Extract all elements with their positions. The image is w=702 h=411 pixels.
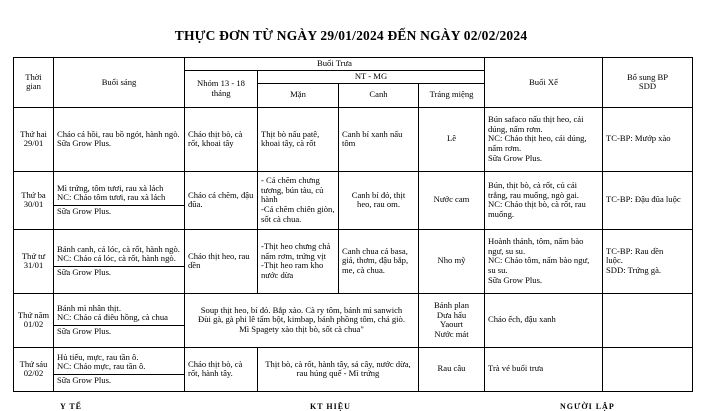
supplement-cell (603, 293, 693, 347)
header-nt-mg: NT - MG (258, 70, 485, 83)
main-dish-cell: -Thịt heo chưng chả nấm rơm, trứng vịt -Thịt heo ram kho nước dừa (258, 229, 339, 293)
supplement-cell (603, 347, 693, 391)
header-thoi-gian: Thời gian (14, 58, 54, 108)
toddler-lunch-cell: Cháo thịt bò, cà rốt, hành tây. (185, 347, 258, 391)
dessert-cell: Nước cam (419, 171, 485, 229)
menu-title: THỰC ĐƠN TỪ NGÀY 29/01/2024 ĐẾN NGÀY 02/02/2024 (174, 28, 528, 43)
main-soup-cell: Thịt bò, cà rốt, hành tây, sả cây, nước dừa, rau húng quế - Mì trứng (258, 347, 419, 391)
header-man: Mặn (258, 83, 339, 107)
footer-label-nguoi-lap: NGƯỜI LẬP (560, 402, 615, 411)
table-row (14, 229, 693, 293)
dessert-cell: Nho mỹ (419, 229, 485, 293)
header-trang-mieng: Tráng miệng (419, 83, 485, 107)
soup-cell: Canh bí đỏ, thịt heo, rau om. (339, 171, 419, 229)
day-cell: Thứ ba 30/01 (14, 171, 54, 229)
dessert-cell: Rau câu (419, 347, 485, 391)
main-dish-cell: - Cá chẽm chưng tương, bún tàu, củ hành -Cá chẽm chiên giòn, sốt cà chua. (258, 171, 339, 229)
footer-label-yte: Y TẾ (60, 402, 83, 411)
table-row (14, 347, 693, 391)
supplement-cell: TC-BP: Đậu đũa luộc (603, 171, 693, 229)
header-canh: Canh (339, 83, 419, 107)
day-cell: Thứ hai 29/01 (14, 107, 54, 171)
dessert-cell: Bánh plan Dưa hấu Yaourt Nước mát (419, 293, 485, 347)
soup-cell: Canh bí xanh nấu tôm (339, 107, 419, 171)
afternoon-cell: Bún, thịt bò, cà rốt, củ cải trắng, rau muống, ngò gai. NC: Cháo thịt bò, cà rốt, rau muống. (485, 171, 603, 229)
afternoon-cell: Hoành thánh, tôm, nấm bào ngư, su su. NC: Cháo tôm, nấm bào ngư, su su. Sữa Grow Plus. (485, 229, 603, 293)
soup-cell: Canh chua cá basa, giá, thơm, đậu bắp, me, cà chua. (339, 229, 419, 293)
menu-table (13, 57, 693, 392)
supplement-cell: TC-BP: Mướp xào (603, 107, 693, 171)
day-cell: Thứ năm 01/02 (14, 293, 54, 347)
table-row (14, 293, 693, 347)
footer-label-kt-hieu: KT HIỆU (310, 402, 351, 411)
header-nhom: Nhóm 13 - 18 tháng (185, 70, 258, 107)
toddler-lunch-cell: Cháo thịt heo, rau dền (185, 229, 258, 293)
table-row (14, 171, 693, 229)
breakfast-cell: Hủ tiếu, mực, rau tần ô. NC: Cháo mực, rau tần ô. Sữa Grow Plus. (54, 347, 185, 391)
breakfast-cell: Cháo cá hồi, rau bồ ngót, hành ngò. Sữa Grow Plus. (54, 107, 185, 171)
table-row (14, 107, 693, 171)
breakfast-cell: Bánh mì nhân thịt. NC: Cháo cá điêu hồng, cà chua Sữa Grow Plus. (54, 293, 185, 347)
toddler-lunch-cell: Cháo cá chẽm, đậu đũa. (185, 171, 258, 229)
day-cell: Thứ sáu 02/02 (14, 347, 54, 391)
afternoon-cell: Cháo ếch, đậu xanh (485, 293, 603, 347)
header-buoi-xe: Buổi Xế (485, 58, 603, 108)
header-bo-sung: Bổ sung BP SDD (603, 58, 693, 108)
supplement-cell: TC-BP: Rau dền luộc. SDD: Trứng gà. (603, 229, 693, 293)
header-buoi-sang: Buổi sáng (54, 58, 185, 108)
toddler-lunch-cell: Cháo thịt bò, cà rốt, khoai tây (185, 107, 258, 171)
dessert-cell: Lê (419, 107, 485, 171)
party-menu-cell: Soup thịt heo, bí đỏ. Bắp xào. Cà ry tôm, bánh mì sanwich Đùi gà, gà phi lê tẩm bột, kimbap, bánh phồng tôm, chả giò. Mì Spagety xào thịt bò, sốt cà chua" (185, 293, 419, 347)
day-cell: Thứ tư 31/01 (14, 229, 54, 293)
afternoon-cell: Bún safaco nấu thịt heo, cải dúng, nấm rơm. NC: Cháo thịt heo, cải dúng, nấm rơm. Sữa Grow Plus. (485, 107, 603, 171)
breakfast-cell: Bánh canh, cá lóc, cà rốt, hành ngò. NC: Cháo cá lóc, cà rốt, hành ngò. Sữa Grow Plus. (54, 229, 185, 293)
main-dish-cell: Thịt bò nấu patê, khoai tây, cà rốt (258, 107, 339, 171)
afternoon-cell: Trà vé buổi trưa (485, 347, 603, 391)
breakfast-cell: Mì trứng, tôm tươi, rau xà lách NC: Cháo tôm tươi, rau xà lách Sữa Grow Plus. (54, 171, 185, 229)
header-buoi-trua: Buổi Trưa (185, 58, 485, 71)
